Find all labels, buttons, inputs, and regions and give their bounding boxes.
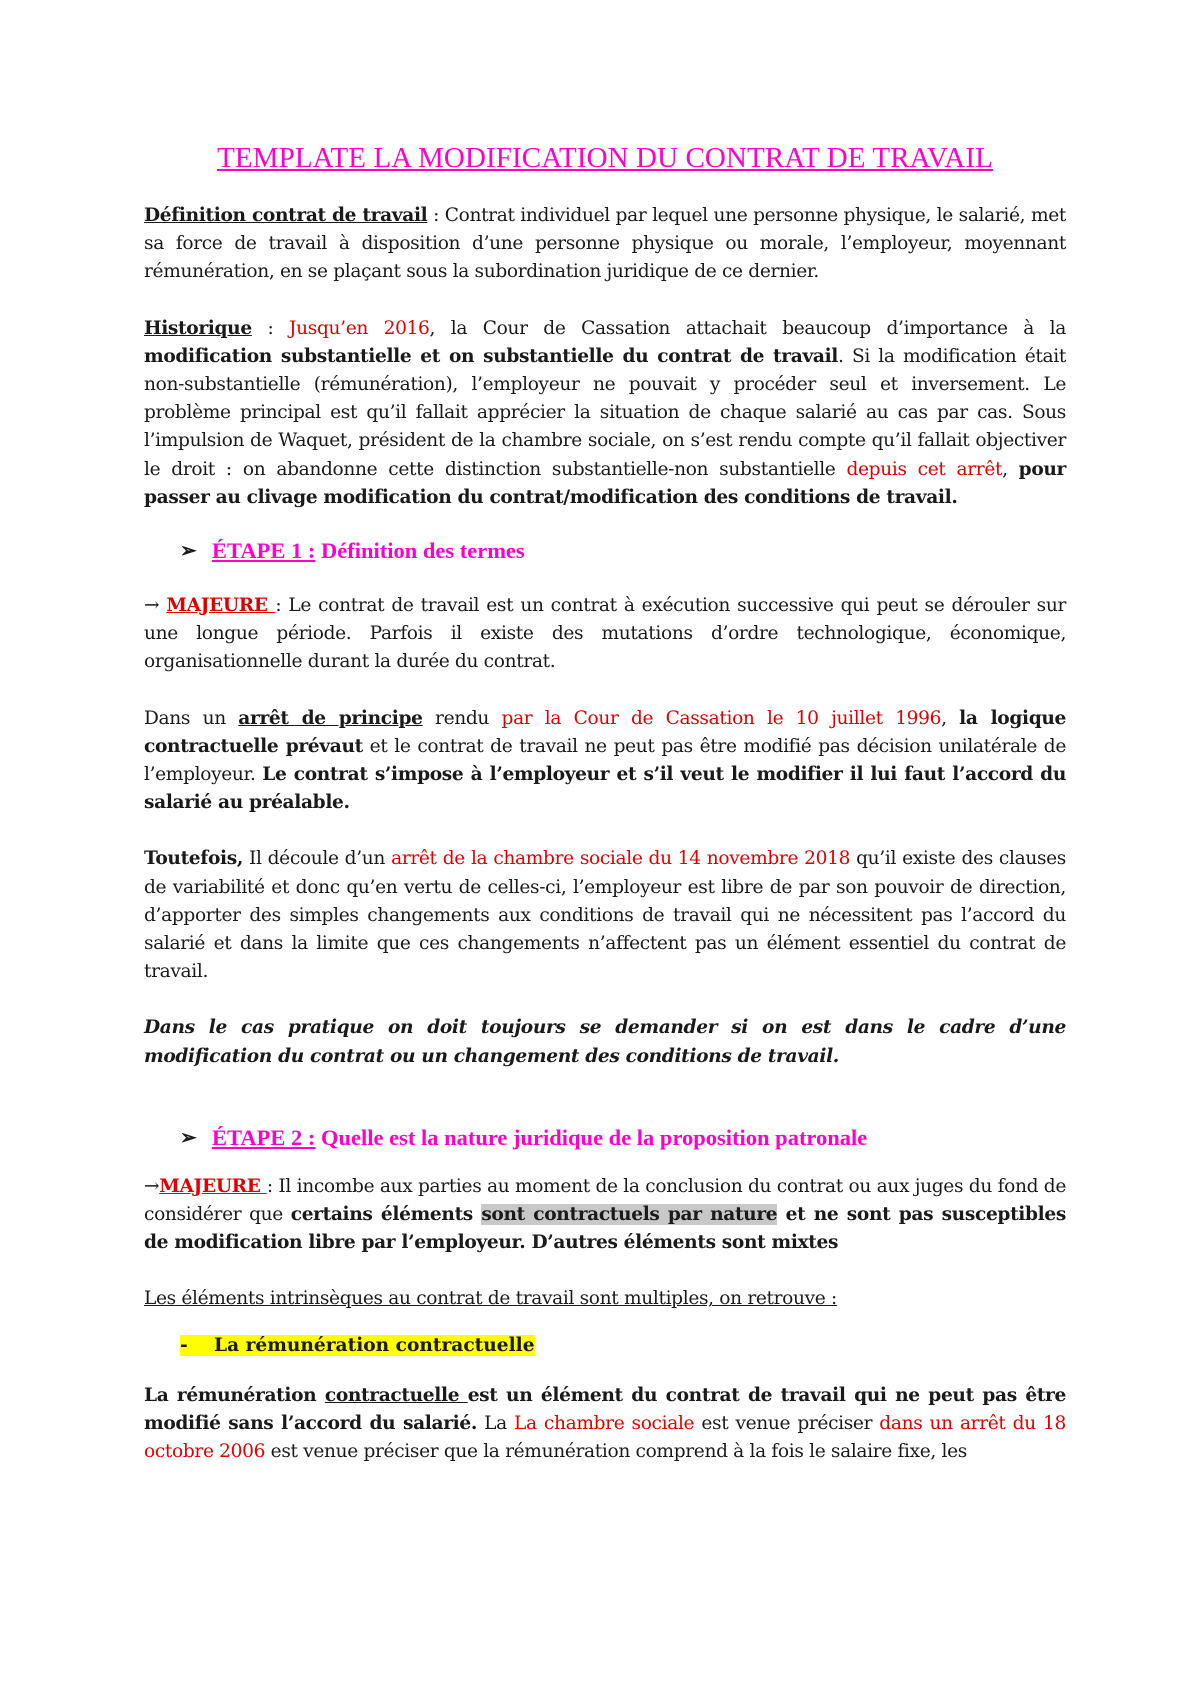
- remuneration-bold-1: La rémunération: [144, 1384, 325, 1406]
- majeure-2-highlight: sont contractuels par nature: [481, 1204, 778, 1226]
- remuneration-text-1: La: [476, 1412, 515, 1434]
- historique-paragraph: [144, 315, 1066, 512]
- historique-text-2: . Si la modification était non-substantielle (rémunération), l’employeur ne pouvait y procéder seul et inversement. Le problème principal est qu’il fallait apprécier la situation de chaque salarié au cas par cas. Sous l’impulsion de Waquet, président de la chambre sociale, on s’est rendu compte qu’il fallait objectiver le droit : on abandonne cette distinction substantielle-non substantielle: [144, 345, 1066, 480]
- majeure-1-paragraph: [144, 592, 1066, 677]
- toutefois-paragraph: [144, 845, 1066, 986]
- definition-sep: :: [427, 205, 445, 226]
- document-body: [144, 140, 1066, 1466]
- remuneration-text-2: est venue préciser: [694, 1412, 880, 1434]
- principe-paragraph: [144, 705, 1066, 818]
- majeure-2-paragraph: [144, 1173, 1066, 1258]
- majeure-1-text: Le contrat de travail est un contrat à exécution successive qui peut se dérouler sur une longue période. Parfois il existe des mutations d’ordre technologique, économique, organisationnelle durant la durée du contrat.: [144, 595, 1066, 673]
- definition-text: Contrat individuel par lequel une personne physique, le salarié, met sa force de travail à disposition d’une personne physique ou morale, l’employeur, moyennant rémunération, en se plaçant sous la subordination juridique de ce dernier.: [144, 205, 1066, 283]
- historique-date: Jusqu’en 2016: [289, 317, 430, 339]
- right-arrow-icon: →: [144, 595, 167, 617]
- majeure-1-label: MAJEURE: [166, 595, 276, 617]
- principe-bold-1: la logique contractuelle prévaut: [144, 707, 1067, 757]
- step-2-title: Quelle est la nature juridique de la proposition patronale: [315, 1124, 868, 1150]
- remuneration-arret-ref: dans un arrêt du 18 octobre 2006: [144, 1412, 1066, 1463]
- toutefois-bold: Toutefois,: [144, 848, 243, 870]
- principe-bold-underline: arrêt de principe: [238, 707, 423, 729]
- toutefois-text-2: qu’il existe des clauses de variabilité et donc qu’en vertu de celles-ci, l’employeur est libre de par son pouvoir de direction, d’apporter des simples changements aux conditions de travail qui ne nécessitent pas l’accord du salarié et dans la limite que ces changements n’affectent pas un élément essentiel du contrat de travail.: [144, 848, 1066, 983]
- step-1-title: Définition des termes: [315, 538, 525, 564]
- step-2-label: ÉTAPE 2 :: [212, 1124, 316, 1150]
- historique-text-3: ,: [1002, 458, 1019, 480]
- principe-text-2: rendu: [422, 707, 502, 729]
- majeure-2-label: MAJEURE: [159, 1175, 267, 1197]
- historique-bold-2: pour passer au clivage modification du contrat/modification des conditions de travail.: [144, 458, 1066, 508]
- majeure-2-bold-2: et ne sont pas susceptibles de modification libre par l’employeur. D’autres éléments sont mixtes: [144, 1204, 1066, 1254]
- remuneration-bold-2: est un élément du contrat de travail qui ne peut pas être modifié sans l’accord du salarié.: [144, 1384, 1066, 1434]
- list-item-label: La rémunération contractuelle: [214, 1334, 535, 1356]
- toutefois-text-1: Il découle d’un: [242, 848, 392, 870]
- toutefois-arret-ref: arrêt de la chambre sociale du 14 novembre 2018: [391, 848, 851, 870]
- list-item-remuneration: [144, 1332, 1066, 1360]
- historique-sep: :: [251, 317, 290, 339]
- historique-arret-ref: depuis cet arrêt: [846, 458, 1003, 480]
- step-1-heading: [144, 536, 1066, 566]
- arrow-bullet-icon: ➢: [180, 1126, 197, 1149]
- remuneration-paragraph: [144, 1382, 1066, 1467]
- historique-text-1: , la Cour de Cassation attachait beaucoup d’importance à la: [429, 317, 1066, 339]
- remuneration-chambre: La chambre sociale: [514, 1412, 695, 1434]
- definition-paragraph: [144, 202, 1066, 287]
- remuneration-text-3: est venue préciser que la rémunération comprend à la fois le salaire fixe, les: [265, 1441, 967, 1463]
- principe-text-1: Dans un: [144, 707, 239, 729]
- right-arrow-icon: →: [144, 1175, 160, 1197]
- historique-label: Historique: [144, 317, 252, 339]
- majeure-2-text-1: Il incombe aux parties au moment de la conclusion du contrat ou aux juges du fond de considérer que: [144, 1175, 1067, 1226]
- majeure-1-sep: :: [275, 595, 289, 617]
- principe-text-3: ,: [941, 707, 960, 729]
- historique-bold-1: modification substantielle et on substantielle du contrat de travail: [144, 345, 839, 367]
- step-1-label: ÉTAPE 1 :: [212, 538, 316, 564]
- step-2-heading: [144, 1123, 1066, 1153]
- definition-label: Définition contrat de travail: [144, 205, 428, 226]
- remuneration-bold-underline: contractuelle: [324, 1384, 468, 1406]
- elements-intro: Les éléments intrinsèques au contrat de travail sont multiples, on retrouve :: [144, 1288, 837, 1310]
- principe-arret-ref: par la Cour de Cassation le 10 juillet 1996: [501, 707, 942, 729]
- principe-bold-2: Le contrat s’impose à l’employeur et s’il veut le modifier il lui faut l’accord du salarié au préalable.: [144, 764, 1066, 814]
- cas-pratique-paragraph: Dans le cas pratique on doit toujours se demander si on est dans le cadre d’une modification du contrat ou un changement des conditions de travail.: [144, 1017, 1066, 1067]
- principe-text-4: et le contrat de travail ne peut pas être modifié pas décision unilatérale de l’employeur.: [144, 735, 1066, 786]
- majeure-2-sep: :: [266, 1175, 279, 1197]
- list-dash: -: [180, 1334, 188, 1356]
- document-title: TEMPLATE LA MODIFICATION DU CONTRAT DE TRAVAIL: [217, 142, 993, 174]
- arrow-bullet-icon: ➢: [180, 540, 197, 563]
- majeure-2-bold-1: certains éléments: [290, 1204, 482, 1226]
